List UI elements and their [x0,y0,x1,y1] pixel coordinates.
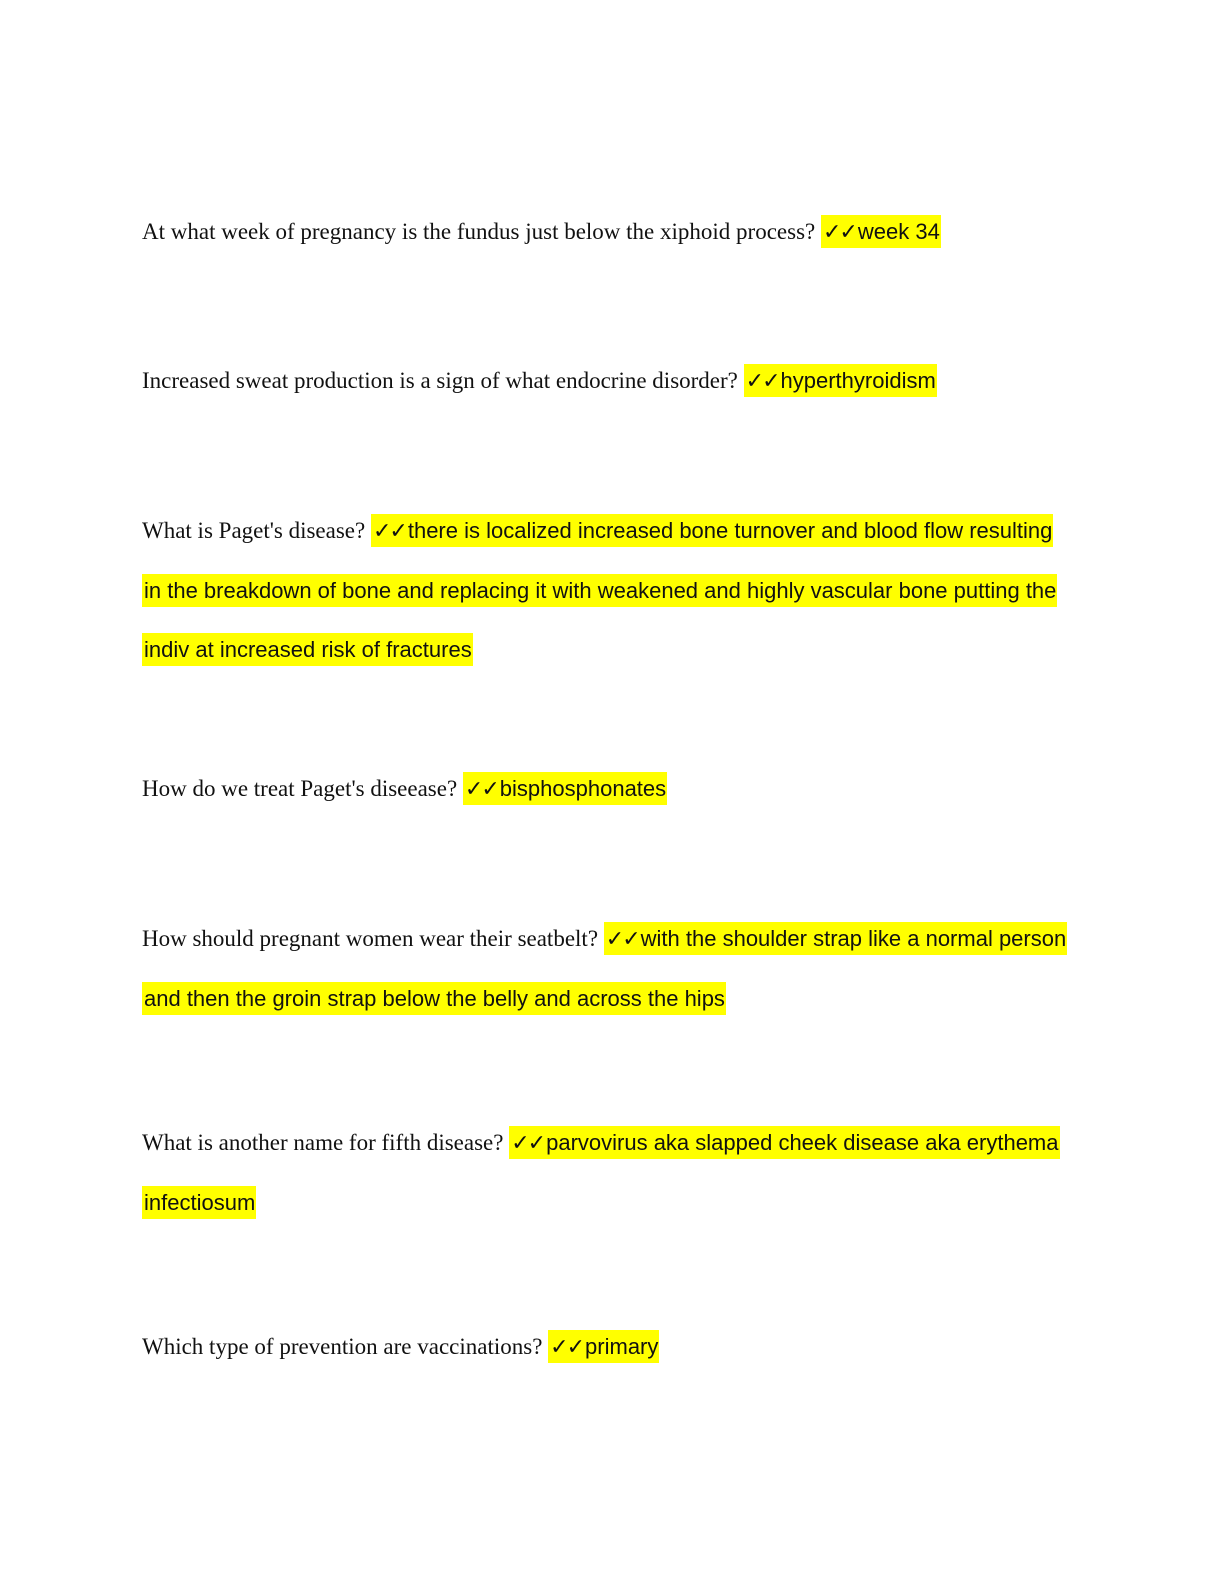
answer-highlight [744,364,937,397]
qa-item-pagets-disease [142,501,1067,679]
answer-highlight [821,215,941,248]
qa-item-fifth-disease [142,1113,1067,1232]
double-check-icon: ✓✓ [822,220,856,245]
answer-text: parvovirus aka slapped cheek disease aka erythema infectiosum [144,1130,1059,1215]
qa-item-pagets-treatment [142,759,1067,819]
answer-text: week 34 [857,219,940,244]
double-check-icon: ✓✓ [745,369,779,394]
answer-highlight [548,1330,659,1363]
answer-text: primary [585,1334,659,1359]
qa-item-vaccinations [142,1317,1067,1377]
question-text: At what week of pregnancy is the fundus just below the xiphoid process? [142,219,816,244]
answer-highlight [463,772,667,805]
question-text: Increased sweat production is a sign of what endocrine disorder? [142,368,738,393]
answer-text: with the shoulder strap like a normal person and then the groin strap below the belly and across the hips [144,926,1067,1011]
answer-text: there is localized increased bone turnover and blood flow resulting in the breakdown of bone and replacing it with weakened and highly vascular bone putting the indiv at increased risk of fractures [144,518,1057,662]
question-text: What is another name for fifth disease? [142,1130,504,1155]
double-check-icon: ✓✓ [511,1131,545,1156]
qa-item-sweat [142,351,1067,411]
double-check-icon: ✓✓ [372,519,406,544]
question-text: How do we treat Paget's diseease? [142,776,458,801]
double-check-icon: ✓✓ [605,927,639,952]
answer-text: hyperthyroidism [780,368,936,393]
answer-text: bisphosphonates [499,776,667,801]
qa-item-seatbelt [142,909,1067,1028]
question-text: How should pregnant women wear their seatbelt? [142,926,599,951]
qa-item-fundus [142,202,1067,262]
question-text: What is Paget's disease? [142,518,366,543]
double-check-icon: ✓✓ [464,777,498,802]
double-check-icon: ✓✓ [550,1335,584,1360]
question-text: Which type of prevention are vaccinations? [142,1334,543,1359]
